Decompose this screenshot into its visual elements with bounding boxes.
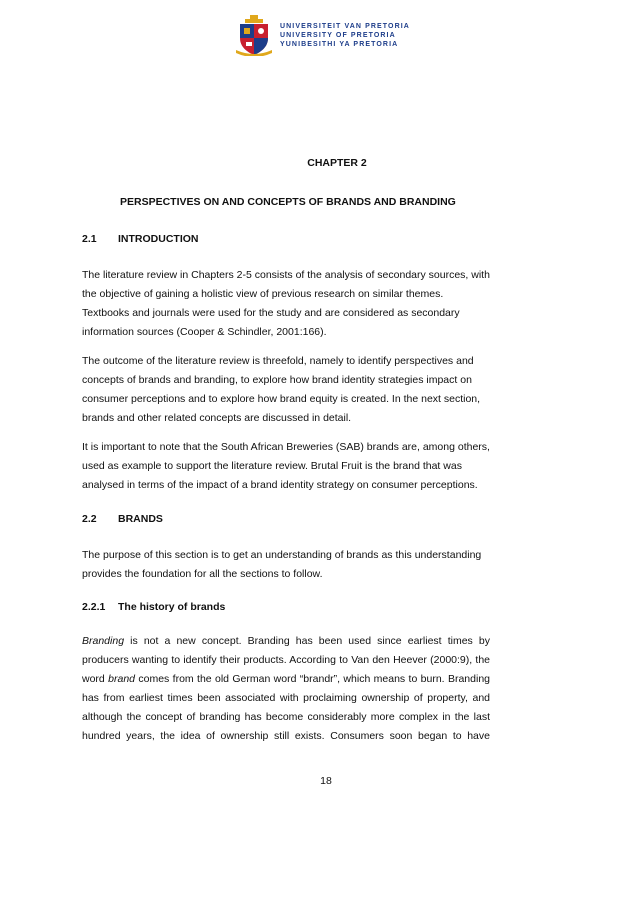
- section-title: BRANDS: [118, 513, 163, 525]
- logo-line-english: UNIVERSITY OF PRETORIA: [280, 32, 396, 39]
- logo-line-afrikaans: UNIVERSITEIT VAN PRETORIA: [280, 23, 410, 30]
- text-line: provides the foundation for all the sections to follow.: [82, 568, 323, 580]
- emphasis-term: brand: [108, 673, 135, 685]
- paragraph-intro-1: [82, 266, 490, 342]
- paragraph-intro-3: [82, 438, 490, 495]
- paragraph-intro-2: [82, 352, 490, 428]
- text-line: consumer perceptions and to explore how brand equity is created. In the next section,: [82, 393, 481, 405]
- text-line: [82, 632, 490, 651]
- section-title: INTRODUCTION: [118, 233, 199, 245]
- text-line: It is important to note that the South African Breweries (SAB) brands are, among others,: [82, 441, 490, 453]
- text-line: The purpose of this section is to get an understanding of brands as this understanding: [82, 549, 482, 561]
- text-line: analysed in terms of the impact of a brand identity strategy on consumer perceptions.: [82, 479, 478, 491]
- university-crest-icon: [236, 14, 272, 56]
- text-line: The outcome of the literature review is threefold, namely to identify perspectives and: [82, 355, 474, 367]
- text-line: concepts of brands and branding, to explore how brand identity strategies impact on: [82, 374, 472, 386]
- text-line: producers wanting to identify their products. According to Van den Heever (2000:9), the: [82, 654, 490, 666]
- paragraph-history-1: [82, 632, 490, 746]
- text-line: the objective of gaining a holistic view of previous research on similar themes.: [82, 288, 444, 300]
- text-line: The literature review in Chapters 2-5 consists of the analysis of secondary sources, with: [82, 269, 490, 281]
- chapter-title: PERSPECTIVES ON AND CONCEPTS OF BRANDS AND BRANDING: [120, 196, 456, 208]
- page-number: 18: [320, 775, 332, 787]
- text-fragment: word: [82, 673, 109, 685]
- section-number: 2.2: [82, 513, 97, 525]
- section-heading-introduction: [82, 233, 199, 245]
- text-line: although the concept of branding has become considerably more complex in the last: [82, 711, 490, 723]
- text-line: has from earliest times been associated with proclaiming ownership of property, and: [82, 692, 490, 704]
- logo-line-sepedi: YUNIBESITHI YA PRETORIA: [280, 41, 399, 48]
- text-line: used as example to support the literature review. Brutal Fruit is the brand that was: [82, 460, 462, 472]
- text-line: [82, 670, 490, 689]
- text-fragment: comes from the old German word “brandr”, which means to burn. Branding: [135, 673, 490, 685]
- text-line: Textbooks and journals were used for the study and are considered as secondary: [82, 307, 460, 319]
- section-number: 2.2.1: [82, 601, 106, 613]
- section-number: 2.1: [82, 233, 97, 245]
- section-title: The history of brands: [118, 601, 226, 613]
- text-line: information sources (Cooper & Schindler, 2001:166).: [82, 326, 327, 338]
- emphasis-term: Branding: [82, 635, 125, 647]
- chapter-number: CHAPTER 2: [307, 157, 367, 169]
- text-line: hundred years, the idea of ownership still exists. Consumers soon began to have: [82, 730, 490, 742]
- section-heading-brands: [82, 513, 163, 525]
- text-fragment: is not a new concept. Branding has been used since earliest times by: [124, 635, 490, 647]
- paragraph-brands-1: [82, 546, 490, 584]
- section-heading-history-of-brands: [82, 601, 225, 613]
- logo-wordmark: [280, 22, 410, 49]
- university-logo: [236, 14, 410, 56]
- text-line: brands and other related concepts are discussed in detail.: [82, 412, 352, 424]
